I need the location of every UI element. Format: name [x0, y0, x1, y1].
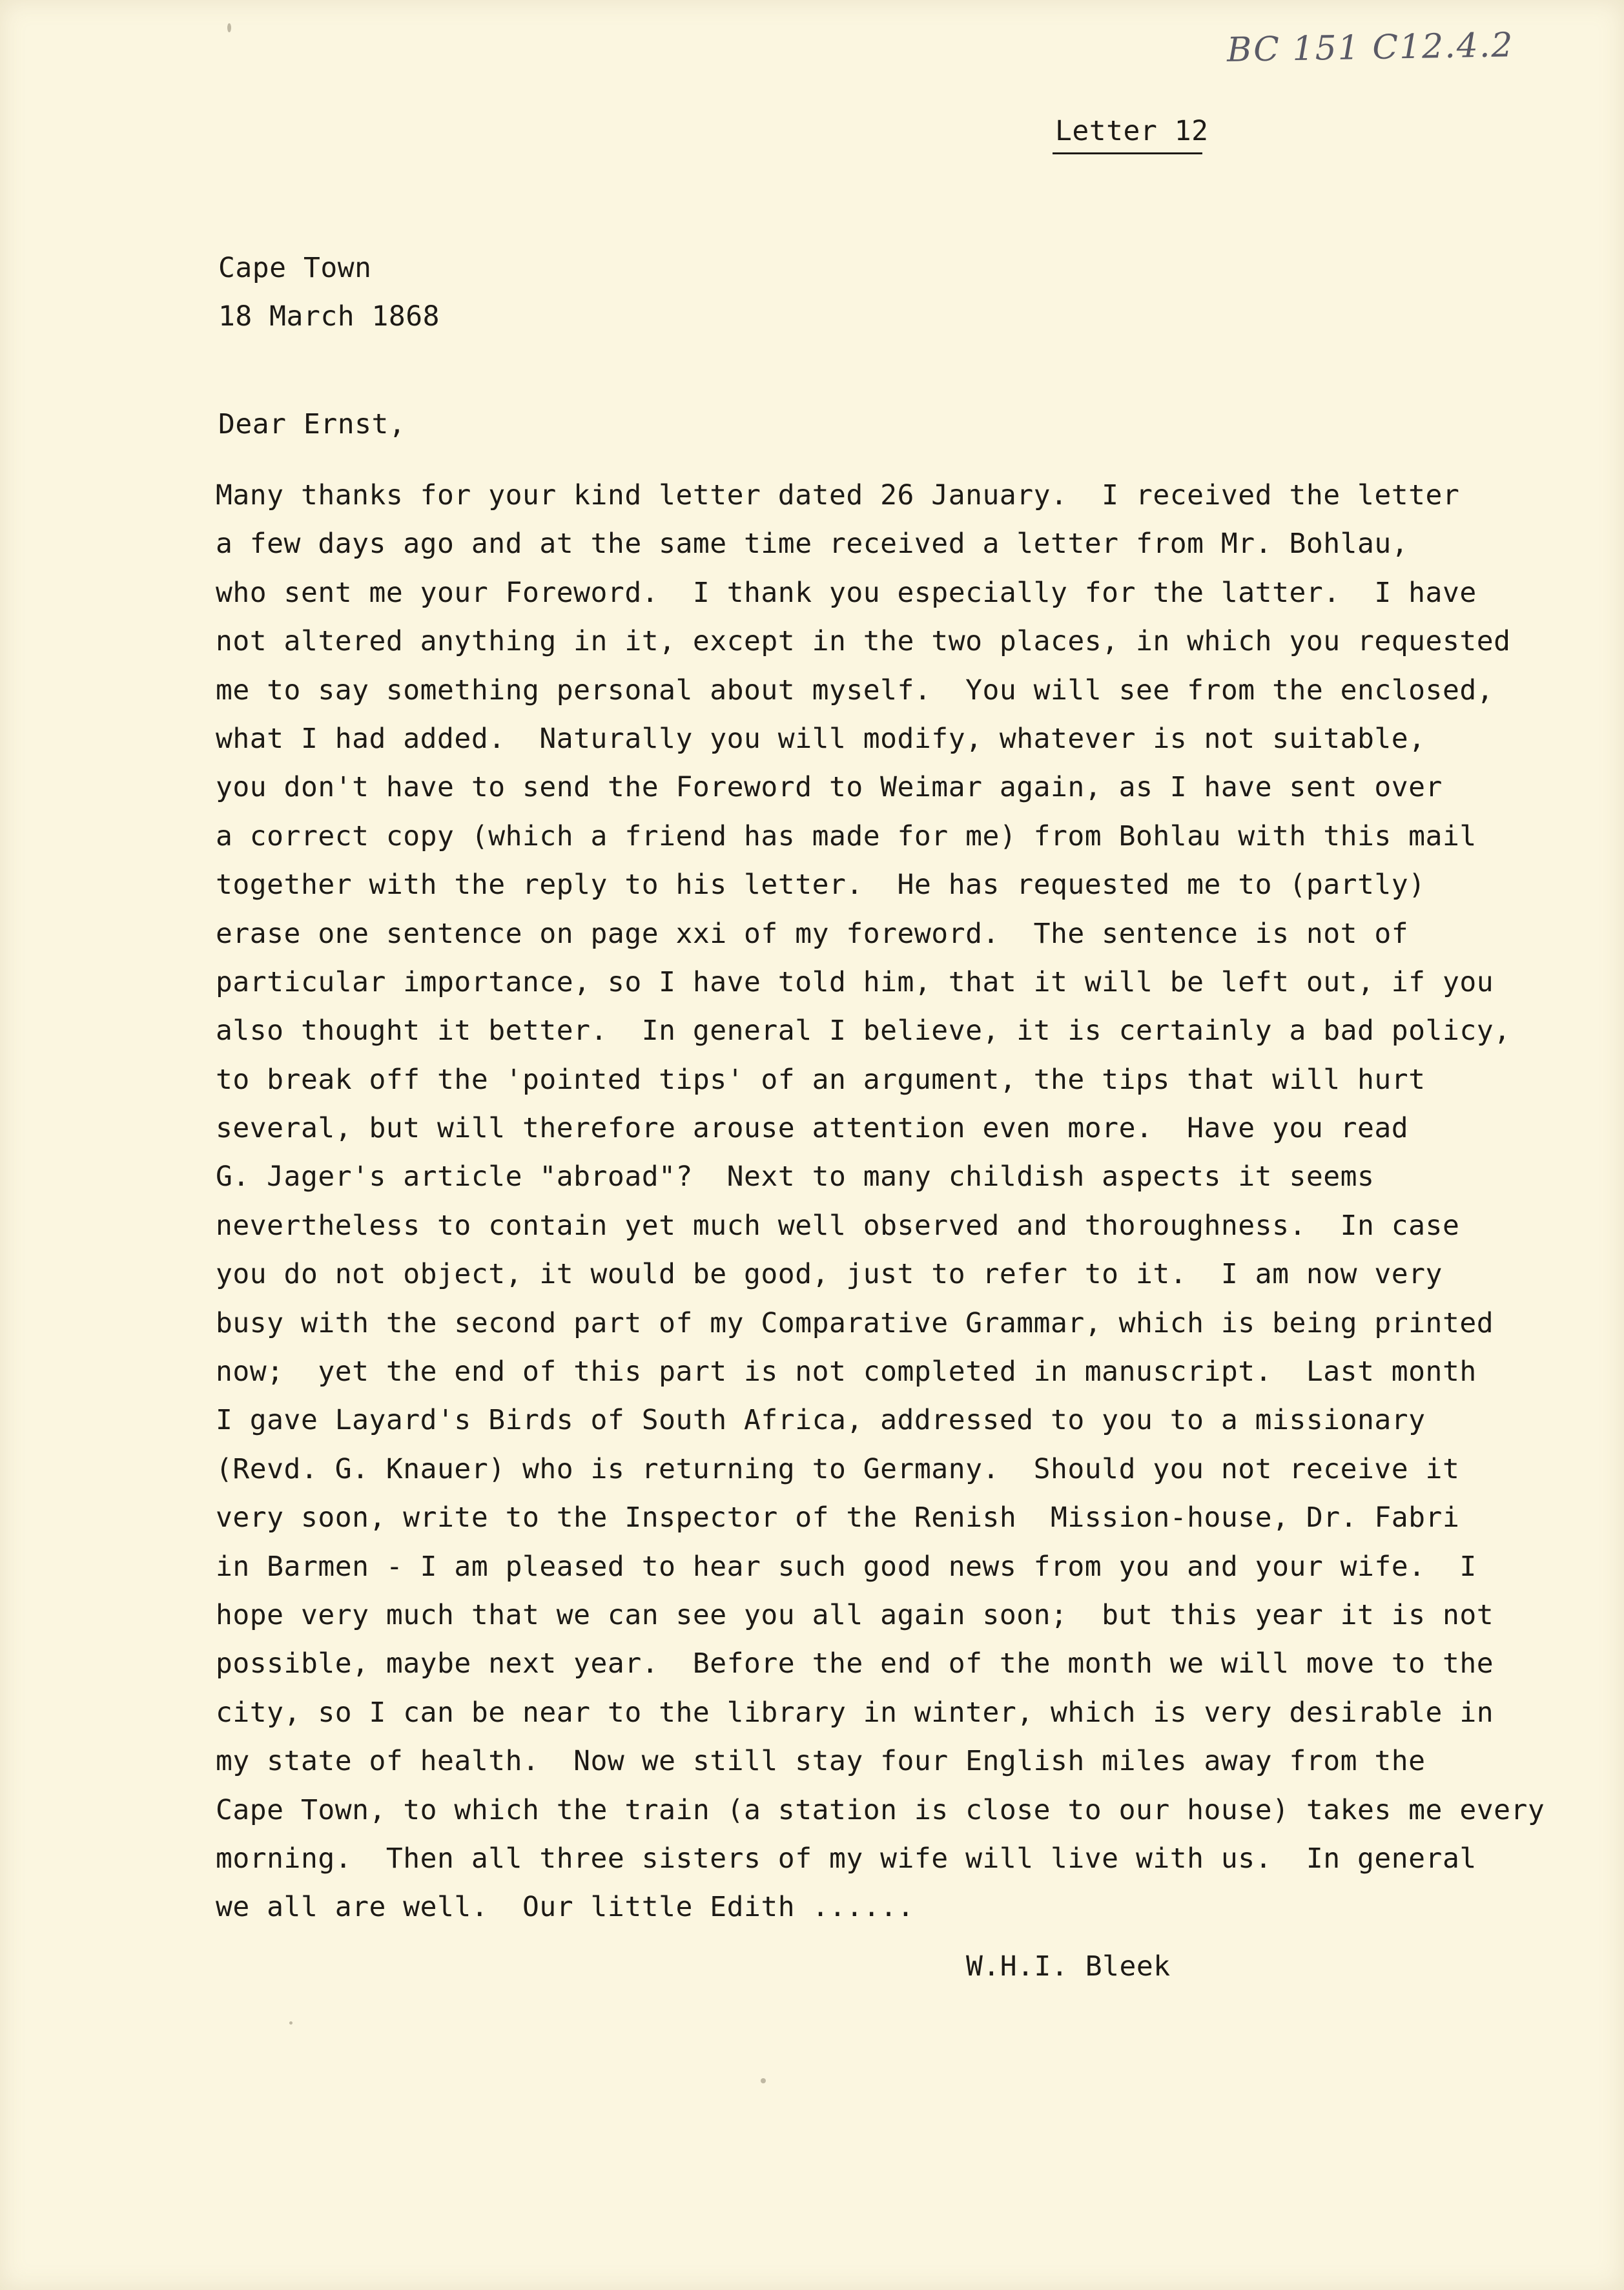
letter-body: [216, 471, 1545, 1932]
body-line: I gave Layard's Birds of South Africa, addressed to you to a missionary: [216, 1404, 1426, 1437]
paper-speck: [289, 2021, 293, 2025]
body-line: a few days ago and at the same time received a letter from Mr. Bohlau,: [216, 528, 1409, 561]
body-line: (Revd. G. Knauer) who is returning to Germany. Should you not receive it: [216, 1452, 1460, 1485]
letter-date: 18 March 1868: [218, 300, 440, 333]
body-line: a correct copy (which a friend has made for me) from Bohlau with this mail: [216, 820, 1477, 852]
place-date-block: [218, 244, 440, 341]
body-line: morning. Then all three sisters of my wife will live with us. In general: [216, 1842, 1477, 1875]
body-line: particular importance, so I have told him, that it will be left out, if you: [216, 965, 1494, 998]
body-line: Cape Town, to which the train (a station is close to our house) takes me every: [216, 1793, 1545, 1826]
body-line: together with the reply to his letter. He has requested me to (partly): [216, 869, 1426, 902]
body-line: G. Jager's article "abroad"? Next to many childish aspects it seems: [216, 1160, 1375, 1193]
archive-reference-handwritten: BC 151 C12.4.2: [1226, 26, 1514, 70]
body-line: what I had added. Naturally you will modify, whatever is not suitable,: [216, 722, 1426, 755]
letter-number-underline: [1053, 152, 1202, 154]
body-line: possible, maybe next year. Before the end of the month we will move to the: [216, 1647, 1494, 1680]
body-line: you do not object, it would be good, just to refer to it. I am now very: [216, 1258, 1443, 1291]
body-line: to break off the 'pointed tips' of an argument, the tips that will hurt: [216, 1063, 1426, 1096]
body-line: not altered anything in it, except in the two places, in which you requested: [216, 625, 1511, 658]
body-line: who sent me your Foreword. I thank you especially for the latter. I have: [216, 576, 1477, 609]
salutation: Dear Ernst,: [218, 408, 406, 440]
body-line: Many thanks for your kind letter dated 26 January. I received the letter: [216, 479, 1460, 511]
body-line: city, so I can be near to the library in winter, which is very desirable in: [216, 1696, 1494, 1729]
body-line: busy with the second part of my Comparative Grammar, which is being printed: [216, 1306, 1494, 1339]
body-line: we all are well. Our little Edith ......: [216, 1891, 914, 1924]
body-line: several, but will therefore arouse attention even more. Have you read: [216, 1112, 1409, 1145]
body-line: very soon, write to the Inspector of the Renish Mission-house, Dr. Fabri: [216, 1501, 1460, 1534]
body-line: me to say something personal about myself. You will see from the enclosed,: [216, 674, 1494, 707]
body-line: now; yet the end of this part is not completed in manuscript. Last month: [216, 1356, 1477, 1388]
body-line: hope very much that we can see you all again soon; but this year it is not: [216, 1598, 1494, 1631]
body-line: you don't have to send the Foreword to Weimar again, as I have sent over: [216, 771, 1443, 804]
signature: W.H.I. Bleek: [966, 1950, 1171, 1983]
letter-number: Letter 12: [1055, 115, 1209, 147]
body-line: also thought it better. In general I believe, it is certainly a bad policy,: [216, 1015, 1511, 1047]
body-line: erase one sentence on page xxi of my foreword. The sentence is not of: [216, 917, 1409, 950]
body-line: my state of health. Now we still stay four English miles away from the: [216, 1745, 1426, 1778]
body-line: nevertheless to contain yet much well observed and thoroughness. In case: [216, 1209, 1460, 1242]
paper-speck: [761, 2078, 766, 2083]
letter-place: Cape Town: [218, 252, 372, 284]
body-line: in Barmen - I am pleased to hear such good news from you and your wife. I: [216, 1550, 1477, 1583]
paper-speck: [227, 23, 231, 32]
